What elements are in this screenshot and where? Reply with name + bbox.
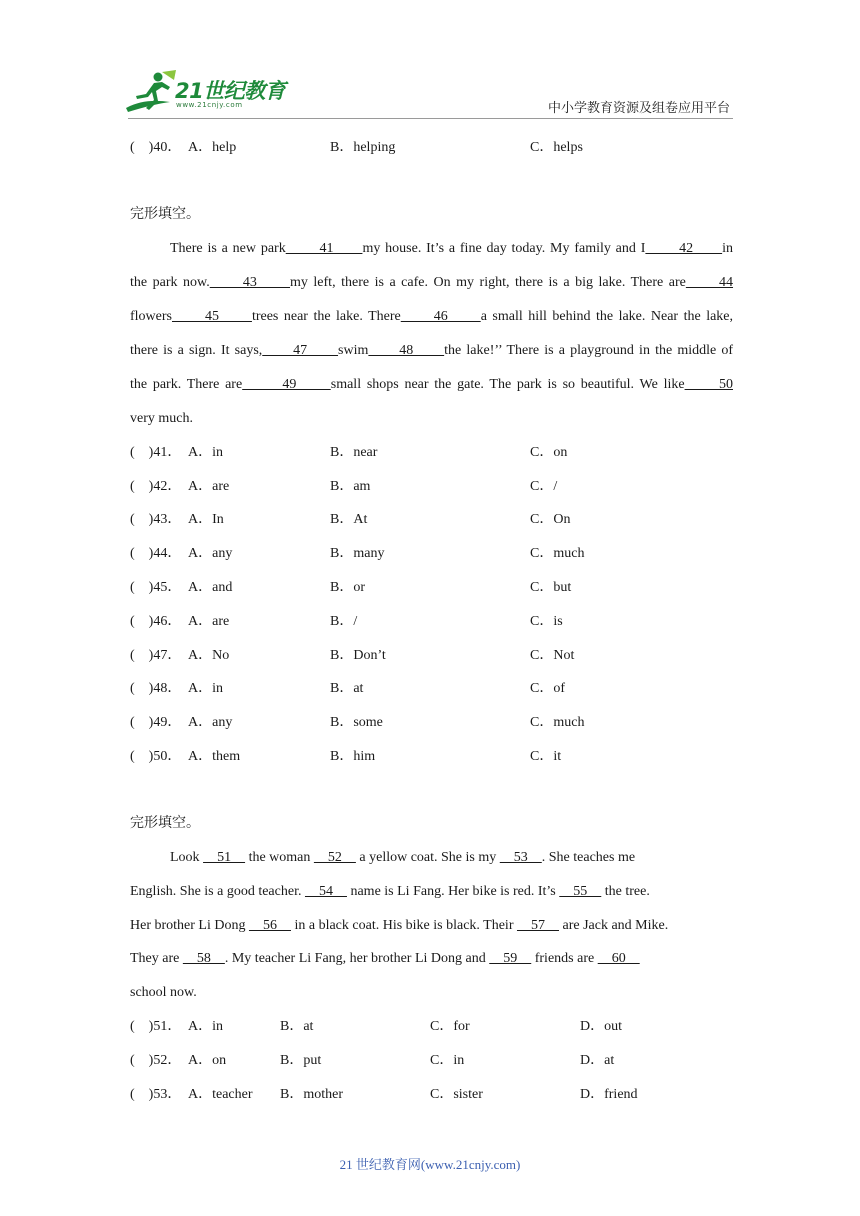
option-c: C．On [530, 512, 571, 527]
option-d: D．out [580, 1019, 622, 1034]
blank-45: 45 [172, 309, 252, 324]
question-number: ( )41． [130, 445, 182, 460]
option-c: C．on [530, 445, 568, 460]
option-d: D．friend [580, 1087, 638, 1102]
option-c: C．/ [530, 479, 558, 494]
question-number: ( )40． [130, 140, 182, 155]
option-b: B．At [330, 512, 368, 527]
option-c: C．much [530, 715, 585, 730]
question-number: ( )53． [130, 1087, 182, 1102]
passage-line: the park. There are 49 small shops near the gate. The park is so beautiful. We like 50 [130, 377, 733, 392]
question-number: ( )51． [130, 1019, 182, 1034]
option-d: D．at [580, 1053, 615, 1068]
blank-51: 51 [203, 850, 246, 865]
logo-url: www.21cnjy.com [176, 101, 243, 109]
option-b: B．him [330, 749, 376, 764]
blank-54: 54 [304, 884, 347, 899]
option-c: C．is [530, 614, 563, 629]
blank-47: 47 [262, 343, 339, 358]
page-header [0, 0, 860, 120]
question-number: ( )48． [130, 681, 182, 696]
blank-46: 46 [400, 309, 481, 324]
option-a: A．and [188, 580, 233, 595]
question-number: ( )42． [130, 479, 182, 494]
logo-text: 21世纪教育 [175, 79, 286, 103]
blank-43: 43 [209, 275, 290, 290]
option-b: B．/ [330, 614, 358, 629]
option-a: A．them [188, 749, 241, 764]
passage-line: There is a new park 41 my house. It’s a fine day today. My family and I 42 in [170, 241, 734, 256]
option-b: B．at [280, 1019, 314, 1034]
blank-48: 48 [368, 343, 445, 358]
option-c: C．of [530, 681, 565, 696]
blank-60: 60 [597, 951, 640, 966]
passage-line: flowers 45 trees near the lake. There 46 a small hill behind the lake. Near the lake, [130, 309, 734, 324]
passage-line: school now. [130, 985, 197, 1000]
blank-57: 57 [516, 918, 559, 933]
option-a: A．teacher [188, 1087, 253, 1102]
blank-56: 56 [248, 918, 291, 933]
blank-58: 58 [182, 951, 225, 966]
option-a: A．are [188, 614, 230, 629]
runner-logo-icon [124, 68, 180, 114]
option-b: B．or [330, 580, 365, 595]
blank-49: 49 [242, 377, 331, 392]
option-a: A．any [188, 546, 233, 561]
option-c: C．helps [530, 140, 583, 155]
question-number: ( )44． [130, 546, 182, 561]
passage-line: English. She is a good teacher. 54 name is Li Fang. Her bike is red. It’s 55 the tree. [130, 884, 650, 899]
option-a: A．are [188, 479, 230, 494]
passage-line: there is a sign. It says, 47 swim 48 the lake!’’ There is a playground in the middle of [130, 343, 734, 358]
blank-52: 52 [313, 850, 356, 865]
option-a: A．help [188, 140, 237, 155]
page-footer: 21 世纪教育网(www.21cnjy.com) [339, 1157, 521, 1172]
question-number: ( )49． [130, 715, 182, 730]
passage-line: the park now. 43 my left, there is a cafe. On my right, there is a big lake. There are 44 [130, 275, 734, 290]
blank-42: 42 [645, 241, 723, 256]
question-number: ( )47． [130, 648, 182, 663]
passage-line: They are 58 . My teacher Li Fang, her brother Li Dong and 59 friends are 60 [130, 951, 640, 966]
option-c: C．it [530, 749, 562, 764]
question-number: ( )46． [130, 614, 182, 629]
site-logo [124, 68, 294, 114]
section-title: 完形填空。 [130, 816, 200, 831]
option-b: B．put [280, 1053, 322, 1068]
section-title: 完形填空。 [130, 207, 200, 222]
question-number: ( )52． [130, 1053, 182, 1068]
blank-41: 41 [285, 241, 363, 256]
passage-line: Look 51 the woman 52 a yellow coat. She is my 53 . She teaches me [170, 850, 636, 865]
option-c: C．in [430, 1053, 465, 1068]
option-c: C．much [530, 546, 585, 561]
option-a: A．in [188, 1019, 223, 1034]
question-number: ( )43． [130, 512, 182, 527]
option-b: B．Don’t [330, 648, 386, 663]
blank-50: 50 [684, 377, 733, 392]
platform-label: 中小学教育资源及组卷应用平台 [547, 101, 730, 116]
option-c: C．Not [530, 648, 575, 663]
option-a: A．In [188, 512, 224, 527]
blank-44: 44 [685, 275, 734, 290]
option-c: C．but [530, 580, 572, 595]
header-divider [128, 118, 733, 119]
option-a: A．any [188, 715, 233, 730]
option-a: A．in [188, 445, 223, 460]
option-b: B．near [330, 445, 378, 460]
option-c: C．sister [430, 1087, 483, 1102]
passage-line: Her brother Li Dong 56 in a black coat. His bike is black. Their 57 are Jack and Mike. [130, 918, 669, 933]
option-a: A．in [188, 681, 223, 696]
option-b: B．helping [330, 140, 396, 155]
option-b: B．some [330, 715, 383, 730]
option-c: C．for [430, 1019, 470, 1034]
passage-line: very much. [130, 411, 193, 426]
option-a: A．on [188, 1053, 227, 1068]
option-b: B．many [330, 546, 385, 561]
blank-59: 59 [489, 951, 532, 966]
blank-53: 53 [499, 850, 542, 865]
option-b: B．am [330, 479, 371, 494]
blank-55: 55 [559, 884, 602, 899]
option-b: B．mother [280, 1087, 343, 1102]
option-a: A．No [188, 648, 230, 663]
question-number: ( )45． [130, 580, 182, 595]
option-b: B．at [330, 681, 364, 696]
question-number: ( )50． [130, 749, 182, 764]
